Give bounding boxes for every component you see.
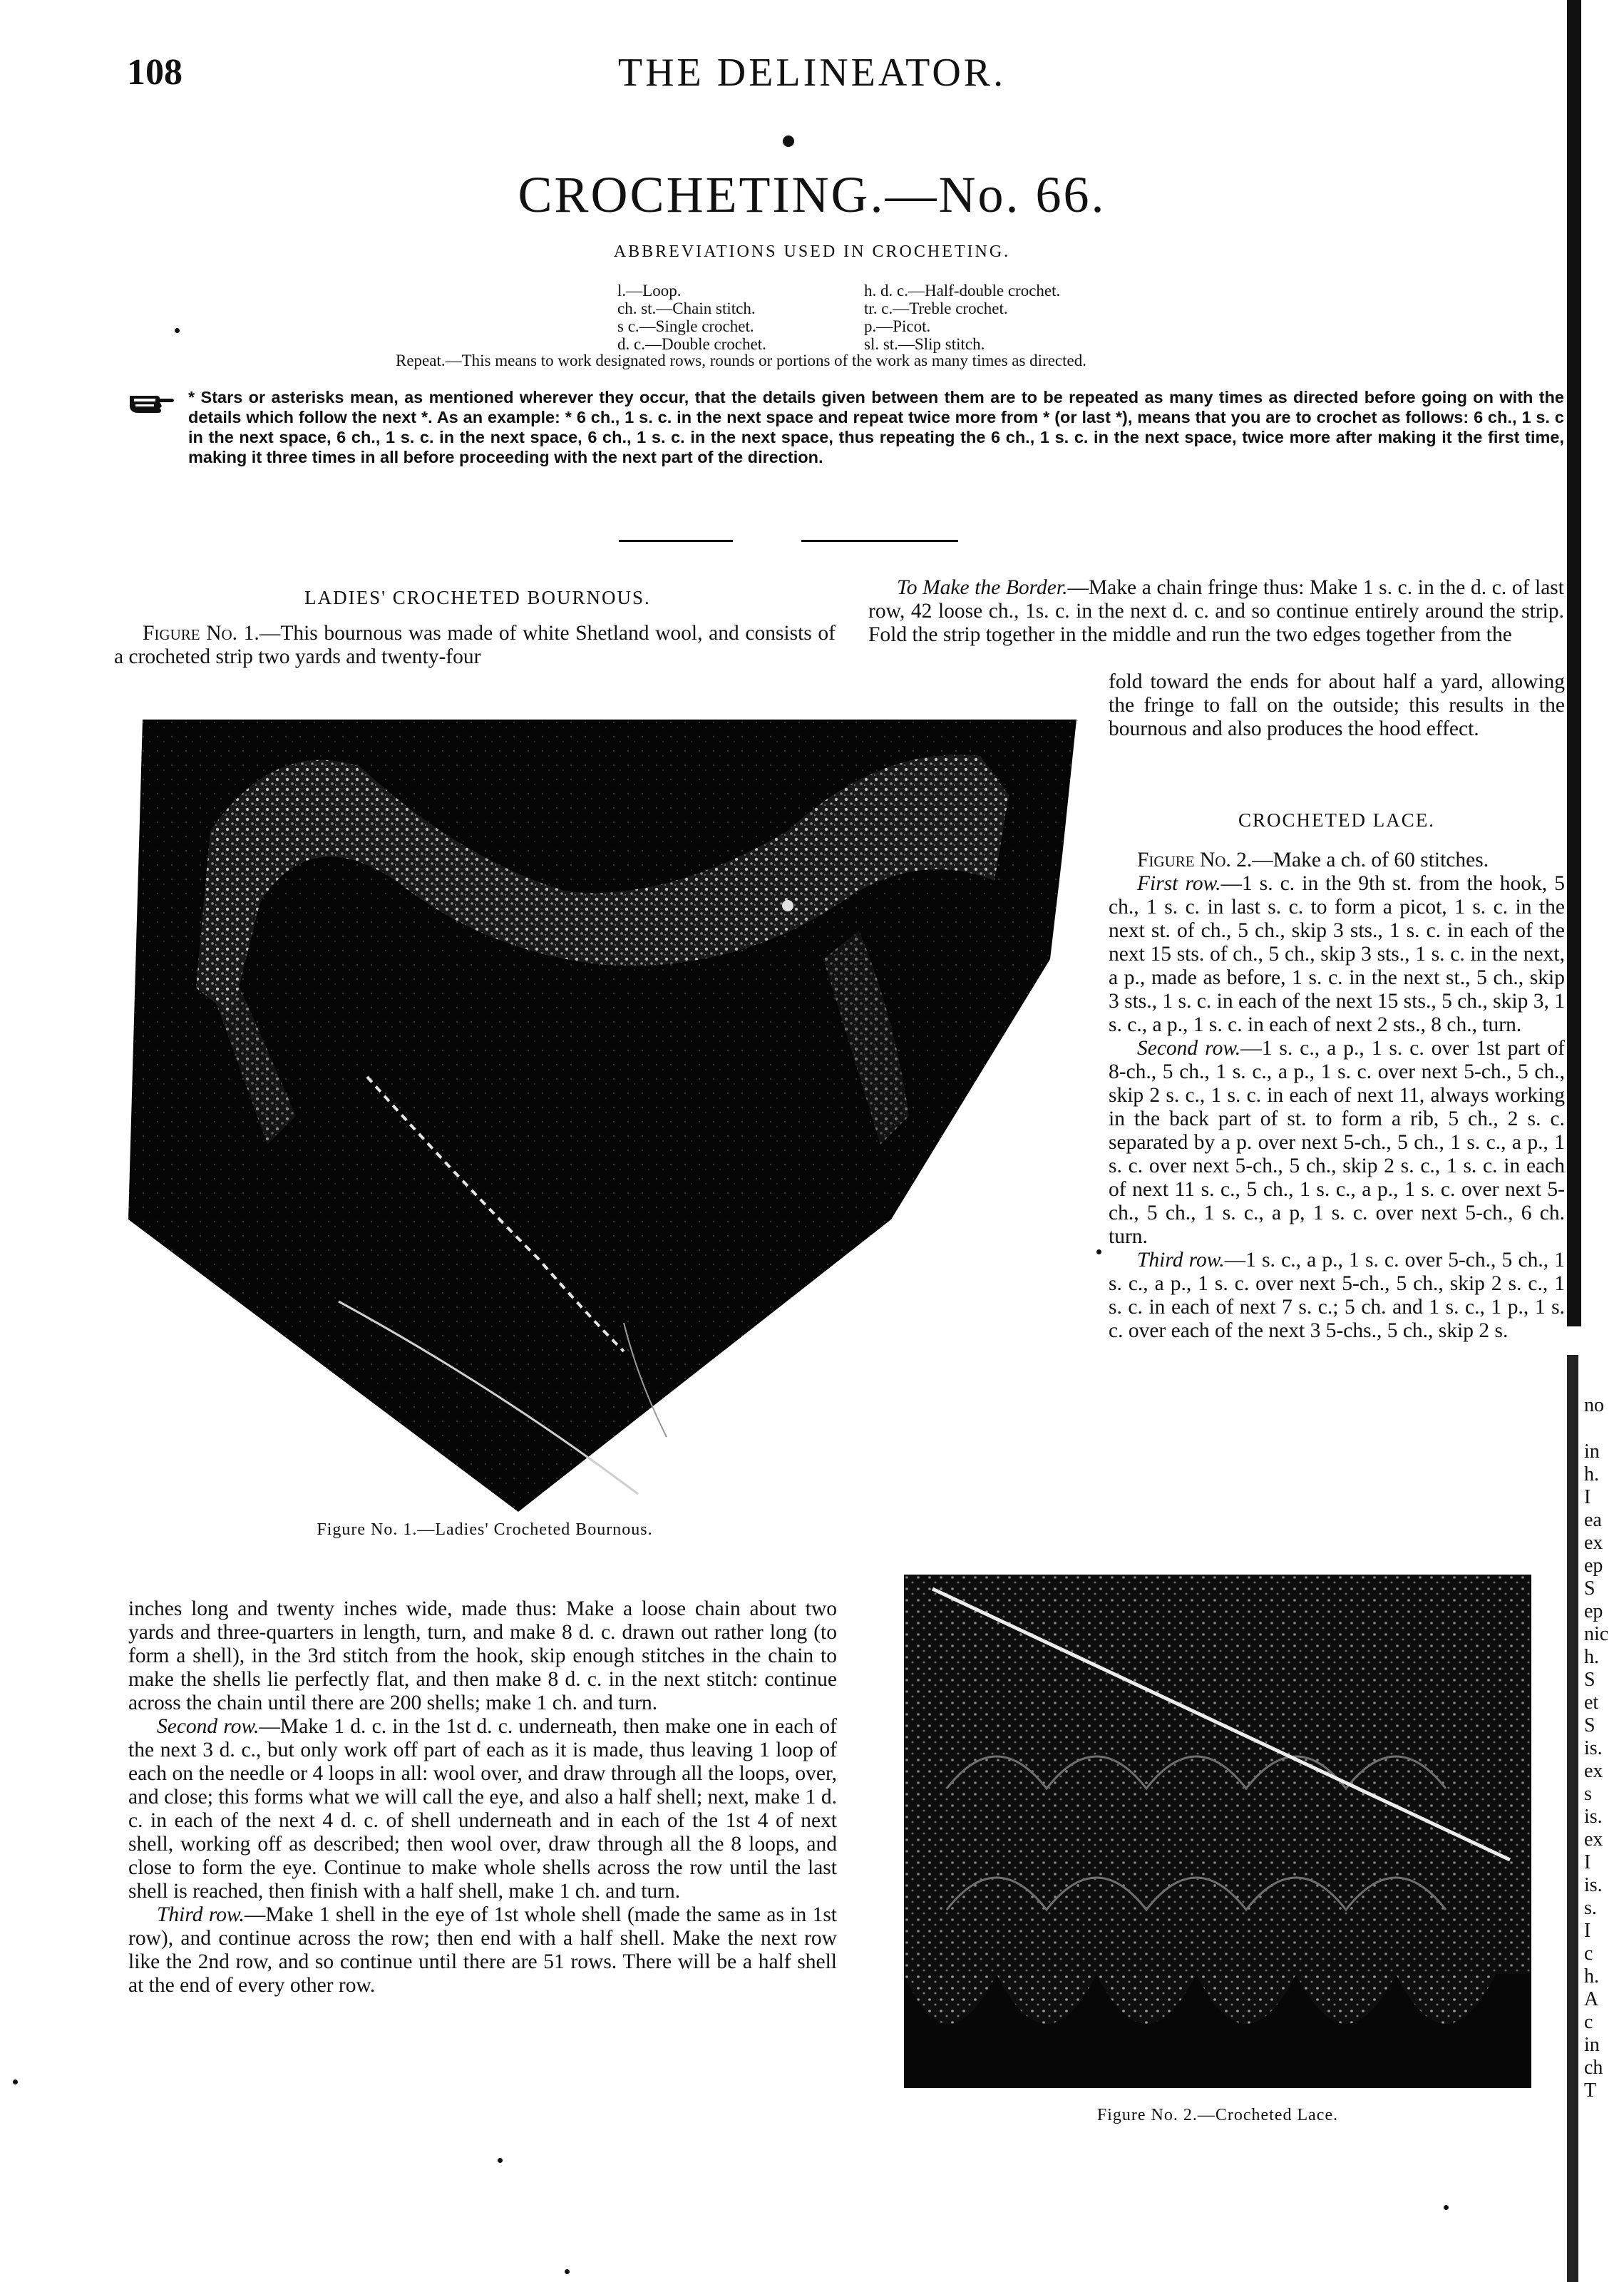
lace-second-row: —1 s. c., a p., 1 s. c. over 1st part of 8-ch., 5 ch., 1 s. c., a p., 1 s. c. over next 5-ch., 5 ch., skip 2 s. c., 1 s. c. in each of next 11, always working in the back part of st. to form a rib, 5 ch., 2 s. c. separated by a p. over next 5-ch., 5 ch., 1 s. c., a p., 1 s. c. over next 5-ch., 5 ch., skip 2 s. c., 1 s. c. in each of next 11 s. c., 5 ch., 1 s. c., a p., 1 s. c. over next 5-ch., 5 ch., 1 s. c., a p, 1 s. c. over next 5-ch., 6 ch. turn. bbox=[1109, 1037, 1565, 1248]
edge-fragment: S bbox=[1584, 1714, 1595, 1736]
edge-fragment: c bbox=[1584, 2011, 1593, 2033]
scan-binding-shadow bbox=[1567, 1355, 1578, 2282]
running-head: THE DELINEATOR. bbox=[617, 51, 1007, 95]
figure-2-photo bbox=[904, 1575, 1531, 2092]
section-heading-bournous: LADIES' CROCHETED BOURNOUS. bbox=[304, 587, 651, 608]
figure-1-photo bbox=[125, 717, 1076, 1515]
abbreviation-item: d. c.—Double crochet. bbox=[617, 335, 766, 353]
abbreviation-item: tr. c.—Treble crochet. bbox=[864, 300, 1008, 317]
row-label: Second row. bbox=[1137, 1037, 1241, 1060]
scan-speck bbox=[175, 328, 180, 333]
figure-label: Figure No. 1. bbox=[143, 622, 259, 645]
divider bbox=[801, 540, 958, 542]
scan-speck bbox=[565, 2269, 570, 2274]
edge-fragment: in bbox=[1584, 1441, 1600, 1463]
abbreviation-item: l.—Loop. bbox=[617, 282, 682, 300]
bournous-third-row: —Make 1 shell in the eye of 1st whole shell (made the same as in 1st row), and continue across the row; then end with a half shell. Make the next row like the 2nd row, and so continue until there are 51 rows. There will be a half shell at the end of every other row. bbox=[128, 1903, 837, 1997]
edge-fragment: ex bbox=[1584, 1760, 1603, 1782]
page-number: 108 bbox=[127, 52, 183, 93]
edge-fragment: nic bbox=[1584, 1623, 1609, 1645]
row-label: Second row. bbox=[157, 1715, 259, 1738]
scan-binding-shadow bbox=[1567, 0, 1581, 1326]
edge-fragment: ep bbox=[1584, 1600, 1603, 1622]
lace-first-row: —1 s. c. in the 9th st. from the hook, 5 ch., 1 s. c. in last s. c. to form a picot, 1 s. c. in the next st. of ch., 5 ch., skip 3 sts., 1 s. c. in each of the next 15 sts. of ch., 5 ch., skip 3 sts., 1 s. c. in the next, a p., made as before, 1 s. c. in the next st., 5 ch., skip 3 sts., 1 s. c. in each of the next 15 sts., 5 ch., skip 3, 1 s. c., a p., 1 s. c. in each of next 2 sts., 8 ch., turn. bbox=[1109, 872, 1565, 1036]
edge-fragment: c bbox=[1584, 1943, 1593, 1965]
edge-fragment: ex bbox=[1584, 1828, 1603, 1851]
edge-fragment: I bbox=[1584, 1486, 1591, 1508]
border-instructions-continued bbox=[1109, 670, 1565, 741]
border-text-b: fold toward the ends for about half a yard, allowing the fringe to fall on the outside; this results in the bournous and also produces the hood effect. bbox=[1109, 670, 1565, 740]
adjacent-page-edge bbox=[1567, 0, 1624, 2282]
figure-1-caption: Figure No. 1.—Ladies' Crocheted Bournous. bbox=[317, 1520, 653, 1539]
edge-fragment: S bbox=[1584, 1577, 1595, 1600]
abbreviations-heading: ABBREVIATIONS USED IN CROCHETING. bbox=[613, 242, 1011, 261]
edge-fragment: T bbox=[1584, 2079, 1597, 2102]
edge-fragment: I bbox=[1584, 1920, 1591, 1942]
abbreviation-item: p.—Picot. bbox=[864, 317, 931, 335]
repeat-definition: Repeat.—This means to work designated rows, rounds or portions of the work as many times as directed. bbox=[396, 352, 1086, 369]
edge-fragment: et bbox=[1584, 1692, 1599, 1714]
edge-fragment: is. bbox=[1584, 1806, 1603, 1828]
scan-speck bbox=[1096, 1249, 1101, 1254]
bournous-continued: inches long and twenty inches wide, made thus: Make a loose chain about two yards and three-quarters in length, turn, and make 8 d. c. drawn out rather long (to form a shell), in the 3rd stitch from the hook, skip enough stitches in the chain to make the shells lie perfectly flat, and then make 8 d. c. in the next stitch: continue across the chain until there are 200 shells; make 1 ch. and turn. bbox=[128, 1597, 837, 1714]
ornament-dot bbox=[783, 135, 794, 147]
bournous-intro bbox=[114, 622, 836, 669]
edge-fragment: s bbox=[1584, 1783, 1592, 1805]
section-heading-lace: CROCHETED LACE. bbox=[1238, 809, 1435, 831]
row-label: Third row. bbox=[1137, 1249, 1225, 1272]
abbreviation-item: ch. st.—Chain stitch. bbox=[617, 300, 756, 317]
lace-instructions bbox=[1109, 849, 1565, 1343]
edge-fragment: I bbox=[1584, 1851, 1591, 1873]
lace-intro: —Make a ch. of 60 stitches. bbox=[1252, 849, 1489, 871]
asterisk-note: * Stars or asterisks mean, as mentioned wherever they occur, that the details given between them are to be repeated as many times as directed before going on with the details which follow the next *. As an example: * 6 ch., 1 s. c. in the next space and repeat twice more from * (or last *), means that you are to crochet as follows: 6 ch., 1 s. c in the next space, 6 ch., 1 s. c. in the next space, 6 ch., 1 s. c. in the next space, thus repeating the 6 ch., 1 s. c. in the next space, twice more after making it the first time, making it three times in all before proceeding with the next part of the direction. bbox=[188, 388, 1564, 466]
edge-fragment: h. bbox=[1584, 1463, 1599, 1485]
bournous-instructions bbox=[128, 1597, 837, 1997]
edge-fragment: ch bbox=[1584, 2057, 1603, 2079]
edge-fragment: S bbox=[1584, 1669, 1595, 1691]
scan-speck bbox=[1444, 2205, 1449, 2210]
edge-fragment: no bbox=[1584, 1394, 1604, 1416]
scan-speck bbox=[498, 2158, 503, 2163]
bournous-second-row: —Make 1 d. c. in the 1st d. c. underneath, then make one in each of the next 3 d. c., but only work off part of each as it is made, thus leaving 1 loop of each on the needle or 4 loops in all: wool over, and draw through all the loops, over, and close; this forms what we will call the eye, and also a half shell; next, make 1 d. c. in each of the next 4 d. c. of shell underneath and in each of the 1st 4 of next shell, working off as described; then wool over, draw through all the 8 loops, and close to form the eye. Continue to make whole shells across the row until the last shell is reached, then finish with a half shell, make 1 ch. and turn. bbox=[128, 1715, 837, 1903]
edge-fragment: ex bbox=[1584, 1532, 1603, 1554]
abbreviations-right bbox=[864, 282, 1060, 353]
edge-fragment: h. bbox=[1584, 1646, 1599, 1668]
edge-fragment: s. bbox=[1584, 1897, 1597, 1919]
figure-2-caption: Figure No. 2.—Crocheted Lace. bbox=[1096, 2106, 1339, 2124]
border-instructions bbox=[868, 576, 1564, 647]
abbreviations-left bbox=[617, 282, 766, 353]
edge-fragment: in bbox=[1584, 2034, 1600, 2056]
figure-label: Figure No. 2. bbox=[1137, 849, 1253, 871]
row-label: Third row. bbox=[157, 1903, 245, 1926]
edge-fragment: is. bbox=[1584, 1737, 1603, 1759]
edge-fragment: ea bbox=[1584, 1509, 1602, 1531]
scan-speck bbox=[13, 2079, 18, 2084]
divider bbox=[619, 540, 733, 542]
bournous-intro-text: —This bournous was made of white Shetland wool, and consists of a crocheted strip two yards and twenty-four bbox=[114, 622, 836, 668]
pointing-hand-icon bbox=[128, 390, 177, 418]
page-title: CROCHETING.—No. 66. bbox=[518, 166, 1106, 223]
edge-fragment: A bbox=[1584, 1988, 1599, 2010]
edge-fragment: is. bbox=[1584, 1874, 1603, 1896]
abbreviation-item: s c.—Single crochet. bbox=[617, 317, 754, 335]
lace-third-row: —1 s. c., a p., 1 s. c. over 5-ch., 5 ch., 1 s. c., a p., 1 s. c. over next 5-ch., 5 ch., skip 2 s. c., 1 s. c. in each of next 7 s. c.; 5 ch. and 1 s. c., 1 p., 1 s. c. over each of the next 3 5-chs., 5 ch., skip 2 s. bbox=[1109, 1249, 1565, 1342]
edge-fragment: h. bbox=[1584, 1965, 1599, 1987]
row-label: First row. bbox=[1137, 872, 1221, 895]
edge-fragment: ep bbox=[1584, 1555, 1603, 1577]
border-text-a: —Make a chain fringe thus: Make 1 s. c. in the d. c. of last row, 42 loose ch., 1s. c. in the next d. c. and so continue entirely around the strip. Fold the strip together in the middle and run the two edges together from the bbox=[868, 576, 1564, 646]
abbreviation-item: sl. st.—Slip stitch. bbox=[864, 335, 985, 353]
border-label: To Make the Border. bbox=[897, 576, 1068, 599]
abbreviation-item: h. d. c.—Half-double crochet. bbox=[864, 282, 1061, 300]
